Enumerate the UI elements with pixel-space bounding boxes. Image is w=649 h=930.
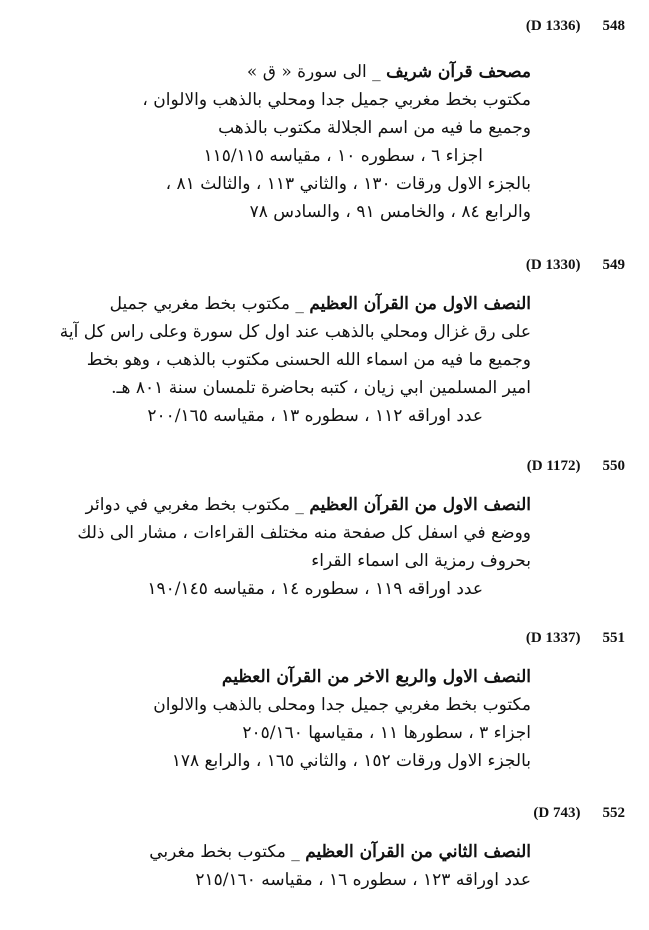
line-text: امير المسلمين ابي زيان ، كتبه بحاضرة تلمسان سنة ٨٠١ هـ. [111,378,531,398]
entry-description [40,290,531,430]
line-text: وجميع ما فيه من اسم الجلالة مكتوب بالذهب [218,118,531,138]
line-text: على رق غزال ومحلي بالذهب عند اول كل سورة وعلى راس كل آية [59,322,531,342]
description-line [40,838,531,866]
line-text: _ مكتوب بخط مغربي في دوائر [85,495,310,515]
description-line [40,747,531,775]
entry-number: 549 [602,257,625,273]
description-line [40,198,531,226]
line-text: عدد اوراقه ١١٩ ، سطوره ١٤ ، مقياسه ١٩٠/١٤٥ [147,579,483,599]
entry-title: مصحف قرآن شريف [386,62,531,82]
line-text: مكتوب بخط مغربي جميل جدا ومحلي بالذهب والالوان ، [142,90,531,110]
description-line [40,547,531,575]
manuscript-code: (D 743) [533,805,581,821]
entry-number: 551 [602,630,625,646]
line-text: _ مكتوب بخط مغربي جميل [109,294,310,314]
line-text: ووضع في اسفل كل صفحة منه مختلف القراءات ، مشار الى ذلك [77,523,531,543]
entry-header [526,18,625,35]
line-text: عدد اوراقه ١٢٣ ، سطوره ١٦ ، مقياسه ٢١٥/١٦٠ [195,870,531,890]
entry-number: 552 [602,805,625,821]
entry-header [526,257,625,274]
line-text: بحروف رمزية الى اسماء القراء [311,551,531,571]
entry-number: 548 [602,18,625,34]
entry-title: النصف الاول من القرآن العظيم [309,294,531,314]
manuscript-code: (D 1330) [525,257,581,273]
description-line [40,663,531,691]
line-text: بالجزء الاول ورقات ١٥٢ ، والثاني ١٦٥ ، والرابع ١٧٨ [171,751,531,771]
description-line [40,290,531,318]
line-text: مكتوب بخط مغربي جميل جدا ومحلى بالذهب والالوان [153,695,531,715]
description-line [40,719,531,747]
manuscript-code: (D 1172) [526,458,581,474]
entry-number: 550 [602,458,625,474]
entry-title: النصف الاول من القرآن العظيم [309,495,531,515]
manuscript-code: (D 1337) [525,630,581,646]
description-line [40,519,531,547]
description-line [40,691,531,719]
entry-description [40,58,531,226]
line-text: _ الى سورة « ق » [246,62,387,82]
entry-title: النصف الاول والربع الاخر من القرآن العظيم [221,667,531,687]
description-line [40,114,531,142]
line-text: بالجزء الاول ورقات ١٣٠ ، والثاني ١١٣ ، والثالث ٨١ ، [165,174,531,194]
entry-description [40,663,531,775]
entry-description [40,491,531,603]
description-line [40,402,483,430]
entry-header [533,805,625,822]
description-line [40,346,531,374]
description-line [40,142,483,170]
line-text: اجزاء ٦ ، سطوره ١٠ ، مقياسه ١١٥/١١٥ [203,146,483,166]
description-line [40,866,531,894]
line-text: وجميع ما فيه من اسماء الله الحسنى مكتوب بالذهب ، وهو بخط [86,350,531,370]
description-line [40,575,483,603]
entry-header [526,630,625,647]
entry-description [40,838,531,894]
line-text: _ مكتوب بخط مغربي [149,842,306,862]
entry-title: النصف الثاني من القرآن العظيم [305,842,531,862]
description-line [40,86,531,114]
entry-header [527,458,625,475]
description-line [40,374,531,402]
line-text: اجزاء ٣ ، سطورها ١١ ، مقياسها ٢٠٥/١٦٠ [242,723,531,743]
manuscript-code: (D 1336) [525,18,581,34]
description-line [40,318,531,346]
description-line [40,491,531,519]
description-line [40,58,531,86]
line-text: عدد اوراقه ١١٢ ، سطوره ١٣ ، مقياسه ٢٠٠/١٦٥ [147,406,483,426]
line-text: والرابع ٨٤ ، والخامس ٩١ ، والسادس ٧٨ [249,202,531,222]
description-line [40,170,531,198]
